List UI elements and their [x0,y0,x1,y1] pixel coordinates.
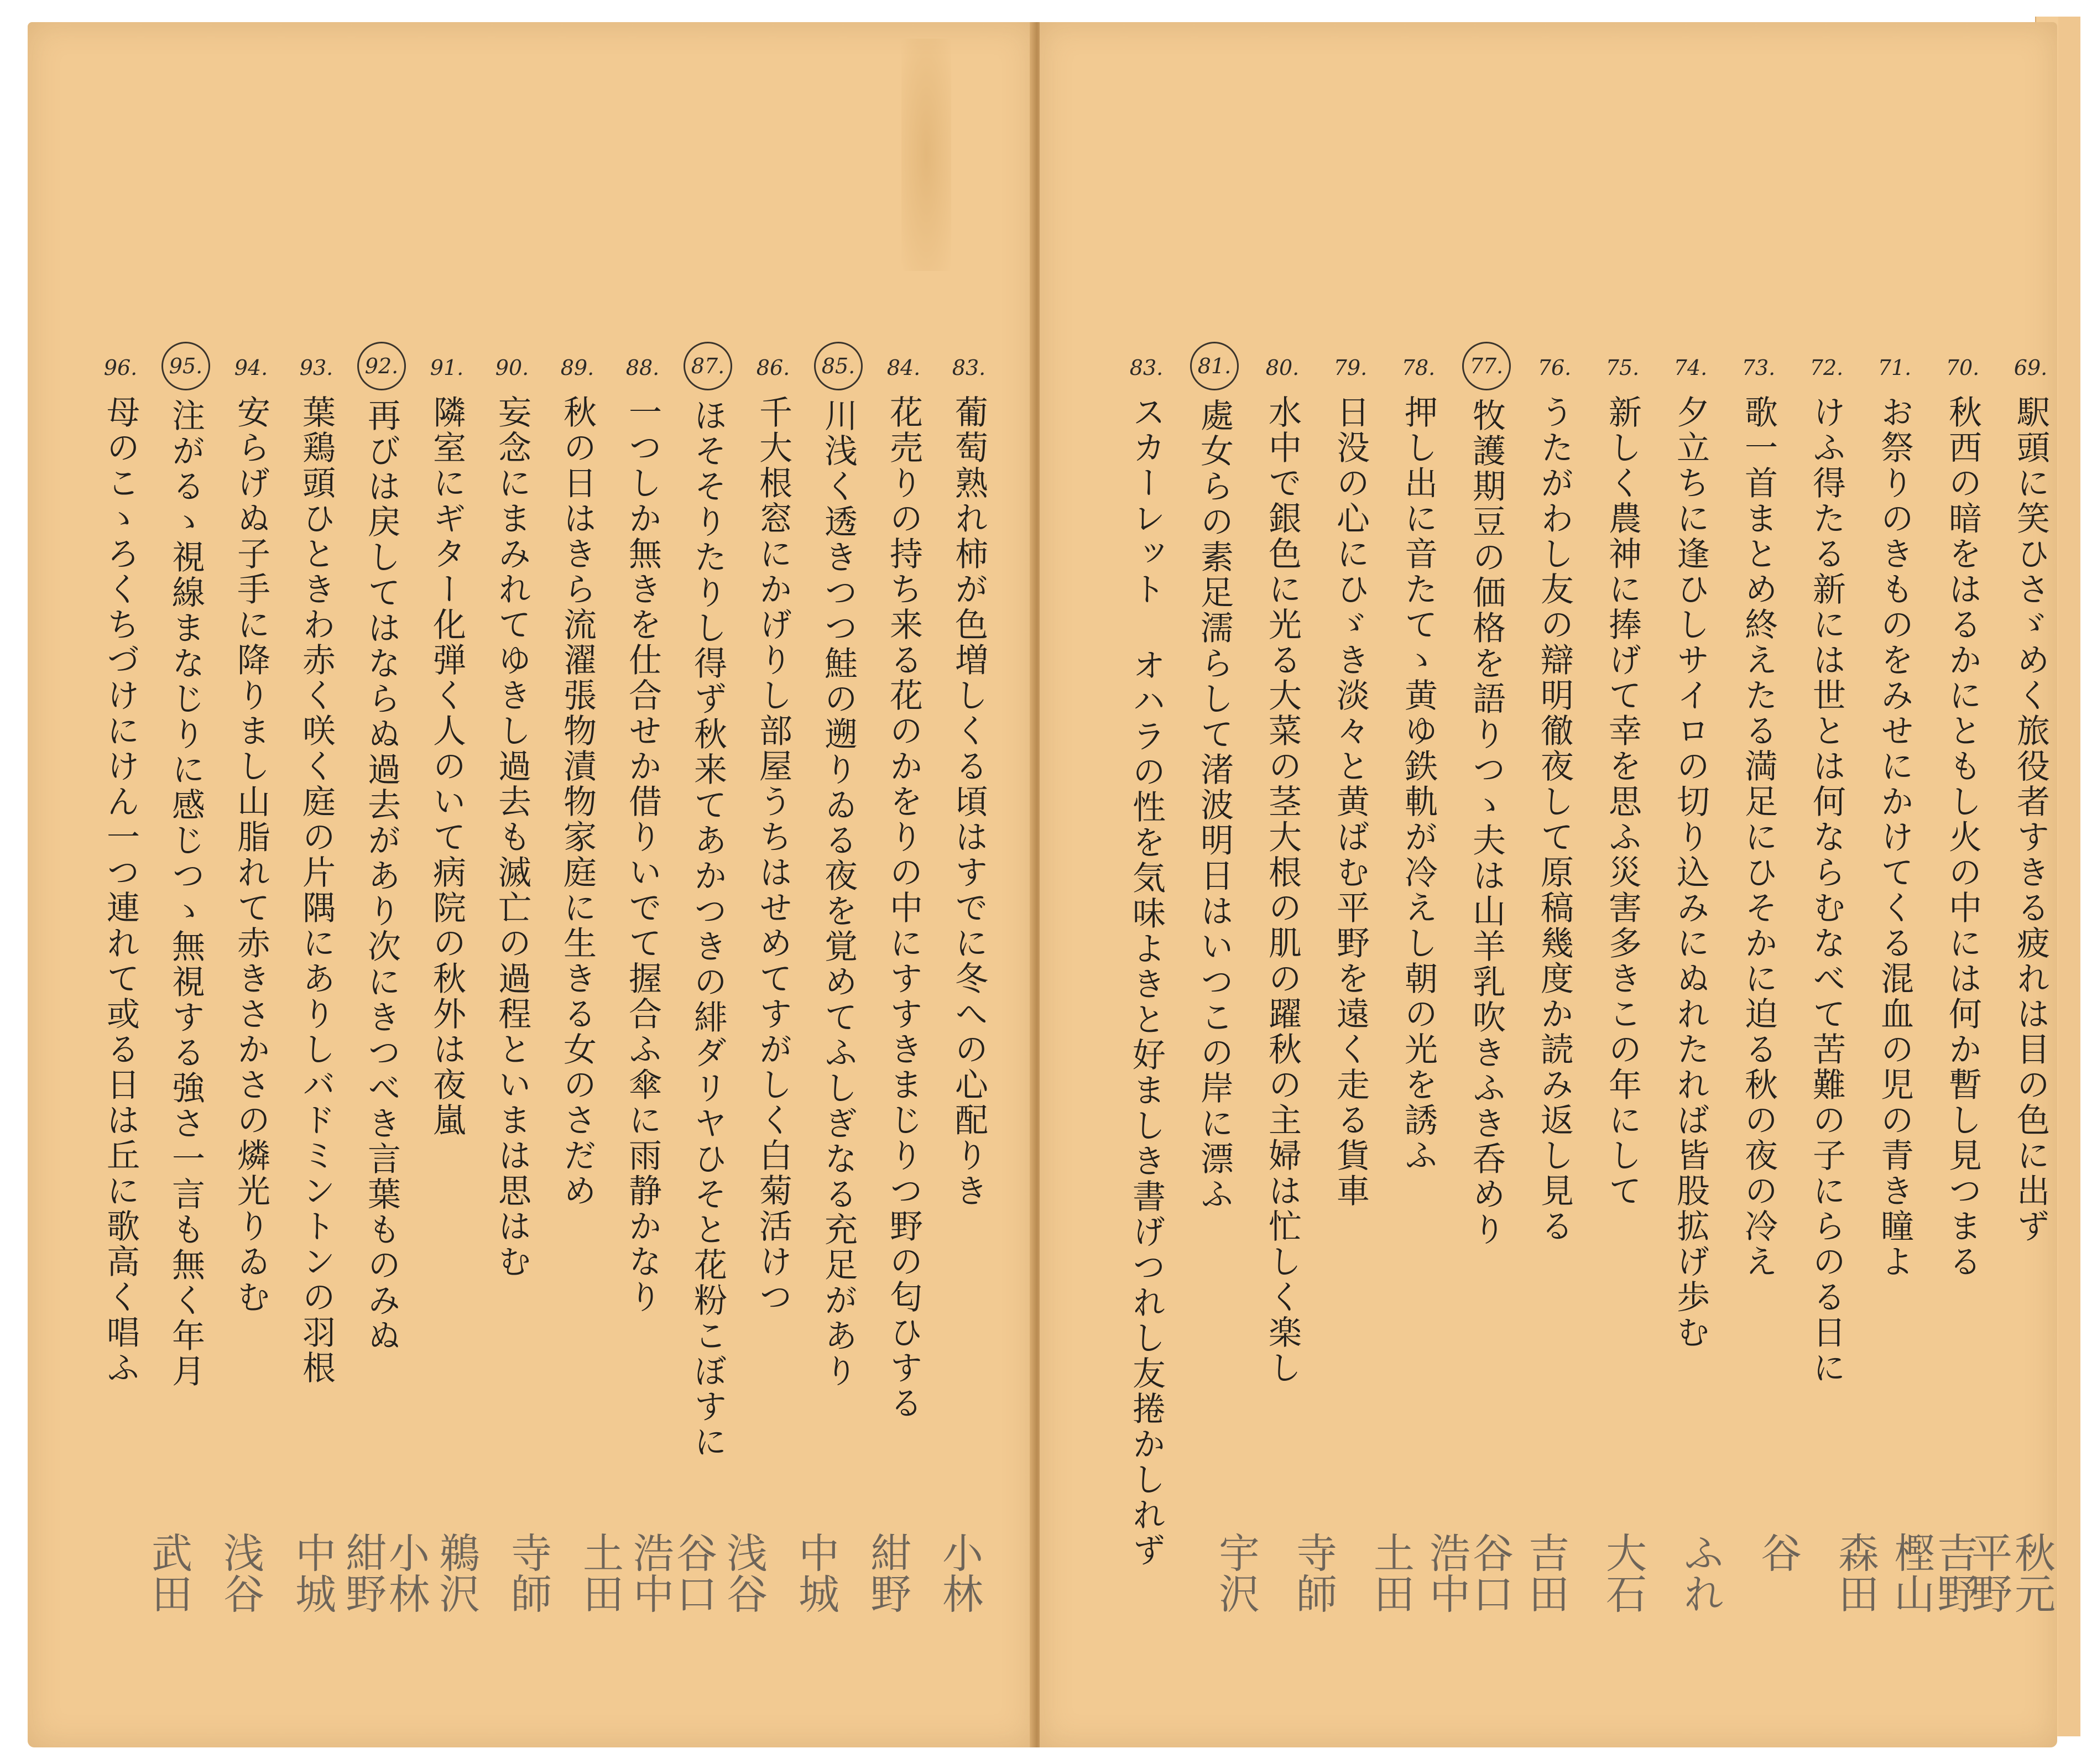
verse-number: 78. [1401,356,1436,380]
reviewer-name: 小林 [382,1532,430,1614]
reviewer-name: 土田 [1367,1532,1415,1614]
reviewer-names [138,1532,199,1764]
verse-text: スカーレット オハラの性を気味よきと好ましき書げつれし友捲かしれず [1127,395,1166,1568]
reviewer-name: 宇沢 [1212,1532,1260,1614]
reviewer-name: 浅谷 [217,1532,264,1614]
verse-number: 81. [1190,342,1239,390]
verse-text: うたがわし友の辯明徹夜して原稿幾度か読み返し見る [1535,395,1574,1244]
verse-text: 妄念にまみれてゆきし過去も滅亡の過程といまは思はむ [493,395,531,1280]
verse-column [1673,348,1708,1543]
reviewer-name: 大石 [1599,1532,1647,1614]
verse-number: 83. [1129,356,1164,380]
reviewer-names [1825,1532,1886,1764]
left-page [28,22,1034,1747]
verse-column [233,348,269,1543]
reviewer-names [1670,1532,1731,1764]
verse-column [494,348,530,1543]
verse-number: 83. [952,356,986,380]
verse-number: 76. [1537,356,1572,380]
verse-text: 再びは戻してはならぬ過去があり次にきつべき言葉ものみぬ [362,398,401,1354]
verse-column [1469,348,1504,1543]
paper-stain [901,39,951,271]
verse-column [364,348,399,1543]
verse-text: 處女らの素足濡らして渚波明日はいつこの岸に漂ふ [1195,398,1234,1212]
verse-number: 80. [1265,356,1300,380]
reviewer-names [426,1532,487,1764]
reviewer-names [785,1532,846,1764]
reviewer-name: 中城 [289,1532,336,1614]
reviewer-names [1283,1532,1344,1764]
reviewer-names [929,1532,990,1764]
verse-text: 注がるゝ視線まなじりに感じつゝ無視する強さ一言も無く年月 [166,398,205,1389]
verse-number: 72. [1809,356,1844,380]
reviewer-names [210,1532,271,1764]
verse-number: 96. [103,356,138,380]
verse-column [951,348,987,1543]
verse-number: 92. [357,342,406,390]
verse-text: 千大根窓にかげりし部屋うちはせめてすがしく白菊活けつ [754,395,792,1315]
verse-number: 77. [1462,342,1511,390]
reviewer-name: ふれ [1677,1532,1724,1614]
verse-number: 69. [2013,356,2048,380]
reviewer-names [627,1532,717,1764]
verse-number: 86. [756,356,790,380]
verse-text: 葡萄熟れ柿が色増しくる頃はすでに冬への心配りき [950,395,988,1209]
verse-column [886,348,921,1543]
right-page [1040,22,2057,1747]
reviewer-name: 谷口 [670,1532,717,1614]
reviewer-names [339,1532,430,1764]
reviewer-name: 浩中 [1423,1532,1470,1614]
verse-column [429,348,465,1543]
reviewer-name: 紺野 [339,1532,387,1614]
verse-number: 70. [1945,356,1980,380]
verse-column [1605,348,1640,1543]
reviewer-name: 谷口 [1466,1532,1514,1614]
reviewer-name: 谷 [1754,1532,1802,1573]
verse-number: 87. [684,342,732,390]
reviewer-name: 樫山 [1887,1532,1935,1614]
reviewer-names [1206,1532,1266,1764]
verse-text: 安らげぬ子手に降りまし山脂れて赤きさかさの燐光りゐむ [232,395,270,1315]
verse-column [299,348,334,1543]
verse-text: 花売りの持ち来る花のかをりの中にすすきまじりつ野の匂ひする [884,395,923,1421]
verse-column [821,348,856,1543]
verse-number: 84. [886,356,921,380]
reviewer-names [1515,1532,1576,1764]
verse-column [1265,348,1300,1543]
verse-text: 葉鶏頭ひときわ赤く咲く庭の片隅にありしバドミントンの羽根 [297,395,336,1386]
verse-number: 89. [560,356,594,380]
verse-number: 74. [1673,356,1708,380]
verse-column [625,348,660,1543]
reviewer-name: 土田 [576,1532,624,1614]
reviewer-names [1360,1532,1421,1764]
verse-column [690,348,726,1543]
verse-number: 71. [1877,356,1912,380]
verse-text: 駅頭に笑ひさゞめく旅役者すきる疲れは目の色に出ず [2011,395,2050,1244]
verse-text: 日没の心にひゞき淡々と黄ばむ平野を遠く走る貨車 [1331,395,1370,1209]
reviewer-names [1887,1532,1978,1764]
verse-text: 母のこゝろくちづけにけん一つ連れて或る日は丘に歌高く唱ふ [101,395,140,1386]
verse-column [103,348,138,1543]
verse-column [560,348,595,1543]
reviewer-name: 吉野 [1931,1532,1978,1614]
reviewer-name: 中城 [792,1532,839,1614]
verse-column [1877,348,1912,1543]
verse-column [168,348,204,1543]
reviewer-name: 寺師 [1290,1532,1337,1614]
verse-text: 秋西の暗をはるかにともし火の中には何か暫し見つまる [1943,395,1982,1280]
verse-text: 川浅く透きつつ鮭の遡りゐる夜を覚めてふしぎなる充足があり [819,398,858,1389]
verse-number: 91. [430,356,464,380]
verse-number: 90. [495,356,529,380]
verse-number: 93. [299,356,333,380]
reviewer-name: 平野 [1965,1532,2012,1614]
verse-text: お祭りのきものをみせにかけてくる混血の児の青き瞳よ [1875,395,1914,1280]
verse-column [2013,348,2048,1543]
reviewer-names [1423,1532,1514,1764]
verse-column [1333,348,1368,1543]
reviewer-names [1965,1532,2056,1764]
reviewer-name: 武田 [145,1532,192,1614]
reviewer-names [713,1532,774,1764]
verse-text: 新しく農神に捧げて幸を思ふ災害多きこの年にして [1603,395,1642,1209]
reviewer-name: 小林 [936,1532,983,1614]
verse-text: けふ得たる新には世とは何ならむなべて苦難の子にらのる日に [1807,395,1846,1386]
verse-number: 79. [1333,356,1368,380]
reviewer-names [1593,1532,1653,1764]
reviewer-names [498,1532,559,1764]
verse-text: 押し出に音たてゝ黄ゆ鉄軌が冷えし朝の光を誘ふ [1399,395,1438,1173]
reviewer-name: 秋元 [2008,1532,2056,1614]
verse-text: 牧護期豆の価格を語りつゝ夫は山羊乳吹きふき呑めり [1467,398,1506,1248]
verse-text: ほそそりたりし得ず秋来てあかつきの緋ダリヤひそと花粉こぼすに [688,398,727,1460]
reviewer-name: 浩中 [627,1532,674,1614]
verse-text: 夕立ちに逢ひしサイロの切り込みにぬれたれば皆股拡げ歩む [1671,395,1710,1350]
verse-number: 95. [161,342,210,390]
verse-column [755,348,791,1543]
verse-text: 一つしか無きを仕合せか借りいでて握合ふ傘に雨静かなり [623,395,662,1315]
reviewer-name: 森田 [1832,1532,1879,1614]
verse-column [1197,348,1232,1543]
reviewer-names [282,1532,343,1764]
reviewer-name: 吉田 [1522,1532,1569,1614]
reviewer-name: 浅谷 [720,1532,768,1614]
verse-column [1809,348,1844,1543]
verse-number: 85. [814,342,863,390]
reviewer-names [857,1532,918,1764]
verse-number: 75. [1605,356,1640,380]
reviewer-names [570,1532,630,1764]
reviewer-name: 紺野 [864,1532,911,1614]
verse-text: 秋の日はきら流濯張物漬物家庭に生きる女のさだめ [558,395,597,1209]
verse-column [1741,348,1776,1543]
verse-text: 歌一首まとめ終えたる満足にひそかに迫る秋の夜の冷え [1739,395,1778,1280]
verse-column [1537,348,1572,1543]
reviewer-name: 鵜沢 [432,1532,480,1614]
verse-number: 73. [1741,356,1776,380]
verse-number: 88. [625,356,660,380]
verse-column [1127,348,1166,1568]
verse-column [1945,348,1980,1543]
verse-text: 隣室にギター化弾く人のいて病院の秋外は夜嵐 [427,395,466,1138]
reviewer-names [1747,1532,1808,1764]
verse-number: 94. [234,356,268,380]
verse-text: 水中で銀色に光る大菜の茎大根の肌の躍秋の主婦は忙しく楽し [1263,395,1302,1386]
verse-column [1401,348,1436,1543]
reviewer-name: 寺師 [504,1532,552,1614]
